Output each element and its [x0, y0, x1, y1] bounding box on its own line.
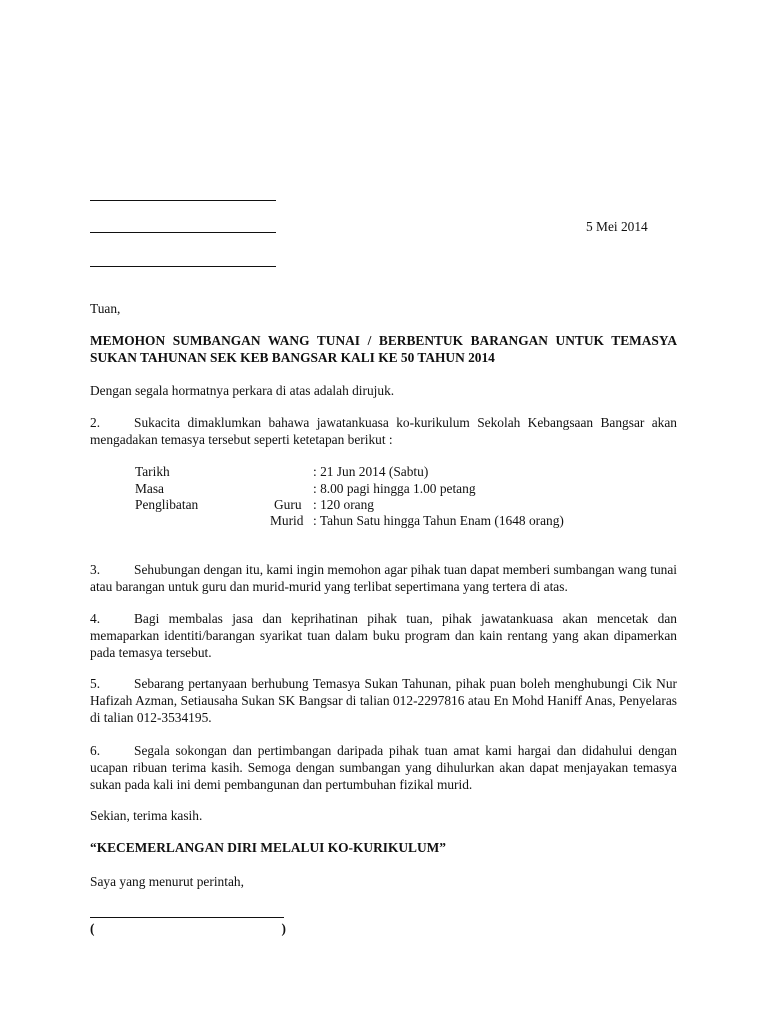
closing: Sekian, terima kasih. [90, 808, 203, 823]
paragraph-text: Segala sokongan dan pertimbangan daripada pihak tuan amat kami hargai dan didahului dengan ucapan ribuan terima kasih. Semoga dengan sumbangan yang dihulurkan akan dapat menjayakan temasya sukan pada kali ini demi pembangunan dan pertumbuhan fizikal murid. [90, 743, 677, 792]
paragraph-5 [90, 675, 677, 726]
detail-sublabel-guru: Guru [274, 497, 302, 512]
detail-label-penglibatan: Penglibatan [135, 497, 199, 512]
detail-value-masa: : 8.00 pagi hingga 1.00 petang [313, 481, 476, 496]
paragraph-text: Sukacita dimaklumkan bahawa jawatankuasa ko-kurikulum Sekolah Kebangsaan Bangsar akan mengadakan temasya tersebut seperti ketetapan berikut : [90, 415, 677, 447]
sign-off: Saya yang menurut perintah, [90, 874, 244, 889]
paragraph-text: Bagi membalas jasa dan keprihatinan pihak tuan, pihak jawatankuasa akan mencetak dan memaparkan identiti/barangan syarikat tuan dalam buku program dan kain rentang yang akan dipamerkan pada temasya tersebut. [90, 611, 677, 660]
paragraph-2 [90, 414, 677, 448]
detail-label-masa: Masa [135, 481, 165, 496]
motto: “KECEMERLANGAN DIRI MELALUI KO-KURIKULUM” [90, 840, 446, 855]
letter-subject: MEMOHON SUMBANGAN WANG TUNAI / BERBENTUK BARANGAN UNTUK TEMASYA SUKAN TAHUNAN SEK KEB BANGSAR KALI KE 50 TAHUN 2014 [90, 333, 677, 365]
paragraph-number: 4. [90, 611, 101, 626]
signatory-name-brackets: ( ) [90, 921, 286, 936]
paragraph-6 [90, 742, 677, 793]
paragraph-3 [90, 561, 677, 595]
detail-value-guru: : 120 orang [313, 497, 374, 512]
detail-label-tarikh: Tarikh [135, 464, 170, 479]
paragraph-1: Dengan segala hormatnya perkara di atas adalah dirujuk. [90, 383, 395, 398]
paragraph-4 [90, 610, 677, 661]
signature-line [90, 917, 284, 918]
paragraph-text: Sebarang pertanyaan berhubung Temasya Sukan Tahunan, pihak puan boleh menghubungi Cik Nur Hafizah Azman, Setiausaha Sukan SK Bangsar di talian 012-2297816 atau En Mohd Haniff Anas, Penyelaras di talian 012-3534195. [90, 676, 677, 725]
address-line-1 [90, 200, 276, 201]
paragraph-number: 3. [90, 562, 101, 577]
detail-sublabel-murid: Murid [270, 513, 304, 528]
salutation: Tuan, [90, 301, 121, 316]
address-line-2 [90, 232, 276, 233]
detail-value-tarikh: : 21 Jun 2014 (Sabtu) [313, 464, 429, 479]
paragraph-number: 2. [90, 415, 101, 430]
paragraph-number: 5. [90, 676, 101, 691]
address-line-3 [90, 266, 276, 267]
paragraph-text: Sehubungan dengan itu, kami ingin memohon agar pihak tuan dapat memberi sumbangan wang tunai atau barangan untuk guru dan murid-murid yang terlibat sepertimana yang tertera di atas. [90, 562, 677, 594]
detail-value-murid: : Tahun Satu hingga Tahun Enam (1648 orang) [313, 513, 564, 528]
letter-date: 5 Mei 2014 [586, 219, 648, 234]
paragraph-number: 6. [90, 743, 101, 758]
